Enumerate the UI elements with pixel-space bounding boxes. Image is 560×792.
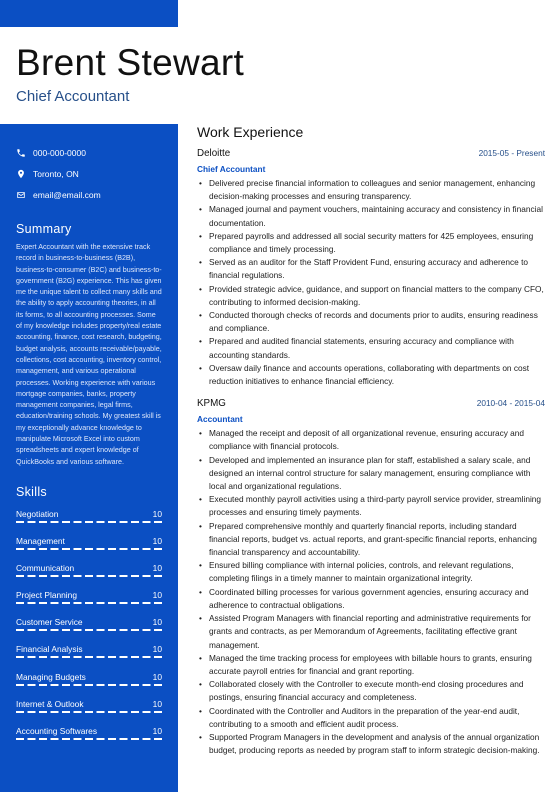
skill-name: Communication bbox=[16, 563, 75, 574]
job-bullet: • Ensured billing compliance with internal policies, controls, and relevant regulations, completing filings in a timely manner to maintain organizational integrity. bbox=[197, 559, 545, 585]
header-accent-band bbox=[0, 0, 178, 27]
skill-name: Management bbox=[16, 536, 65, 547]
location-text: Toronto, ON bbox=[33, 168, 79, 179]
skills-list bbox=[16, 503, 162, 747]
job-bullets bbox=[197, 177, 545, 388]
skill-item bbox=[16, 584, 162, 611]
job-bullets bbox=[197, 427, 545, 757]
job-bullet: • Oversaw daily finance and accounts operations, collaborating with departments on cost reduction initiatives to enhance financial efficiency. bbox=[197, 362, 545, 388]
job-dates: 2015-05 - Present bbox=[478, 148, 545, 158]
job-bullet: • Coordinated billing processes for various government agencies, ensuring accuracy and adherence to contractual obligations. bbox=[197, 586, 545, 612]
skill-level-bar bbox=[16, 711, 162, 713]
job-kpmg bbox=[197, 398, 545, 757]
contact-info bbox=[16, 142, 162, 205]
skill-name: Project Planning bbox=[16, 590, 77, 601]
contact-phone[interactable] bbox=[16, 142, 162, 163]
company-name: KPMG bbox=[197, 398, 226, 410]
skill-item bbox=[16, 611, 162, 638]
job-bullet: • Coordinated with the Controller and Auditors in the preparation of the year-end audit, contributing to a smooth and efficient audit process. bbox=[197, 705, 545, 731]
skill-level: 10 bbox=[152, 617, 162, 628]
skill-name: Negotiation bbox=[16, 508, 59, 519]
job-bullet: • Provided strategic advice, guidance, and support on financial matters to the company CFO, contributing to informed decision-making. bbox=[197, 283, 545, 309]
skill-level-bar bbox=[16, 575, 162, 577]
candidate-name: Brent Stewart bbox=[16, 42, 245, 83]
skill-level: 10 bbox=[152, 563, 162, 574]
skill-level-bar bbox=[16, 738, 162, 740]
job-bullet: • Prepared comprehensive monthly and quarterly financial reports, including standard financial reports, budget vs. actual reports, and grant-specific financial reports, enhancing financial transparency and accountability. bbox=[197, 520, 545, 560]
skill-level: 10 bbox=[152, 508, 162, 519]
skill-level-bar bbox=[16, 656, 162, 658]
skill-level: 10 bbox=[152, 698, 162, 709]
job-bullet: • Prepared payrolls and addressed all social security matters for 425 employees, ensuring compliance and timely processing. bbox=[197, 230, 545, 256]
job-bullet: • Developed and implemented an insurance plan for staff, established a salary scale, and designed an internal control structure for salary management, ensuring compliance with local and organizational regulations. bbox=[197, 454, 545, 494]
skill-name: Customer Service bbox=[16, 617, 83, 628]
job-bullet: • Executed monthly payroll activities using a third-party payroll service provider, streamlining processes and ensuring timely payments. bbox=[197, 493, 545, 519]
skill-level-bar bbox=[16, 629, 162, 631]
job-bullet: • Assisted Program Managers with financial reporting and administrative requirements for grants and contracts, as per Memorandum of Agreements, facilitating effective grant management. bbox=[197, 612, 545, 652]
job-bullet: • Managed the time tracking process for employees with billable hours to grants, ensuring accurate payroll entries for financial and grant reporting. bbox=[197, 652, 545, 678]
skill-item bbox=[16, 557, 162, 584]
job-header bbox=[197, 148, 545, 159]
skill-item bbox=[16, 693, 162, 720]
job-header bbox=[197, 398, 545, 409]
work-experience-heading: Work Experience bbox=[197, 124, 304, 140]
skill-item bbox=[16, 638, 162, 665]
company-name: Deloitte bbox=[197, 148, 231, 159]
job-bullet: • Managed the receipt and deposit of all organizational revenue, ensuring accuracy and compliance with financial protocols. bbox=[197, 427, 545, 453]
job-bullet: • Supported Program Managers in the development and analysis of the annual organization budget, producing reports as needed by program staff to inform strategic decision-making. bbox=[197, 731, 545, 757]
job-bullet: • Served as an auditor for the Staff Provident Fund, ensuring accuracy and adherence to financial regulations. bbox=[197, 256, 545, 282]
summary-text: Expert Accountant with the extensive track record in business-to-business (B2B), business-to-consumer (B2C) and business-to-government (B2G) experience. This has given me the unique talent to collect many skills and the ability to apply accounting theories, in all its forms, to all accounting processes. Some of my knowledge includes property/real estate accounting, finance, cost research, budgeting, budget analysis, accounts receivable/payable, collections, cost accounting, inventory control, management, and various operational processes. Working experience with various mortgage companies, banks, property management companies, legal firms, education/training schools. My greatest skill is my exceptionally advance knowledge to manipulate Microsoft Excel into custom spreadsheets and expert knowledge of QuickBooks and various software. bbox=[16, 243, 162, 466]
job-title: Accountant bbox=[197, 414, 243, 425]
location-pin-icon bbox=[16, 169, 26, 179]
skill-level: 10 bbox=[152, 671, 162, 682]
skill-item bbox=[16, 666, 162, 693]
skill-level: 10 bbox=[152, 590, 162, 601]
job-bullet: • Collaborated closely with the Controller to execute month-end closing procedures and postings, ensuring financial accuracy and completeness. bbox=[197, 678, 545, 704]
email-icon bbox=[16, 190, 26, 200]
email-text: email@email.com bbox=[33, 189, 101, 200]
phone-text: 000-000-0000 bbox=[33, 147, 86, 158]
skill-level-bar bbox=[16, 521, 162, 523]
skill-level-bar bbox=[16, 684, 162, 686]
skill-name: Accounting Softwares bbox=[16, 725, 98, 736]
contact-email[interactable] bbox=[16, 184, 162, 205]
skills-heading: Skills bbox=[16, 484, 47, 499]
job-bullet: • Conducted thorough checks of records and documents prior to audits, ensuring readiness and compliance. bbox=[197, 309, 545, 335]
skill-name: Financial Analysis bbox=[16, 644, 83, 655]
summary-heading: Summary bbox=[16, 222, 72, 236]
skill-level-bar bbox=[16, 548, 162, 550]
sidebar bbox=[0, 124, 178, 792]
skill-item bbox=[16, 503, 162, 530]
skill-item bbox=[16, 720, 162, 747]
skill-item bbox=[16, 530, 162, 557]
job-bullet: • Managed journal and payment vouchers, maintaining accuracy and consistency in financial documentation. bbox=[197, 203, 545, 229]
job-bullet: • Prepared and audited financial statements, ensuring accuracy and compliance with accounting standards. bbox=[197, 335, 545, 361]
skill-level: 10 bbox=[152, 536, 162, 547]
skill-level: 10 bbox=[152, 725, 162, 736]
job-title: Chief Accountant bbox=[197, 164, 266, 174]
job-bullet: • Delivered precise financial information to colleagues and senior management, enhancing decision-making processes and ensuring transparency. bbox=[197, 177, 545, 203]
skill-level: 10 bbox=[152, 644, 162, 655]
candidate-role: Chief Accountant bbox=[16, 88, 130, 105]
phone-icon bbox=[16, 148, 26, 158]
skill-name: Internet & Outlook bbox=[16, 698, 84, 709]
job-deloitte bbox=[197, 148, 545, 388]
skill-name: Managing Budgets bbox=[16, 671, 86, 682]
job-dates: 2010-04 - 2015-04 bbox=[476, 398, 545, 409]
work-experience-section bbox=[197, 124, 545, 757]
skill-level-bar bbox=[16, 602, 162, 604]
contact-location bbox=[16, 163, 162, 184]
